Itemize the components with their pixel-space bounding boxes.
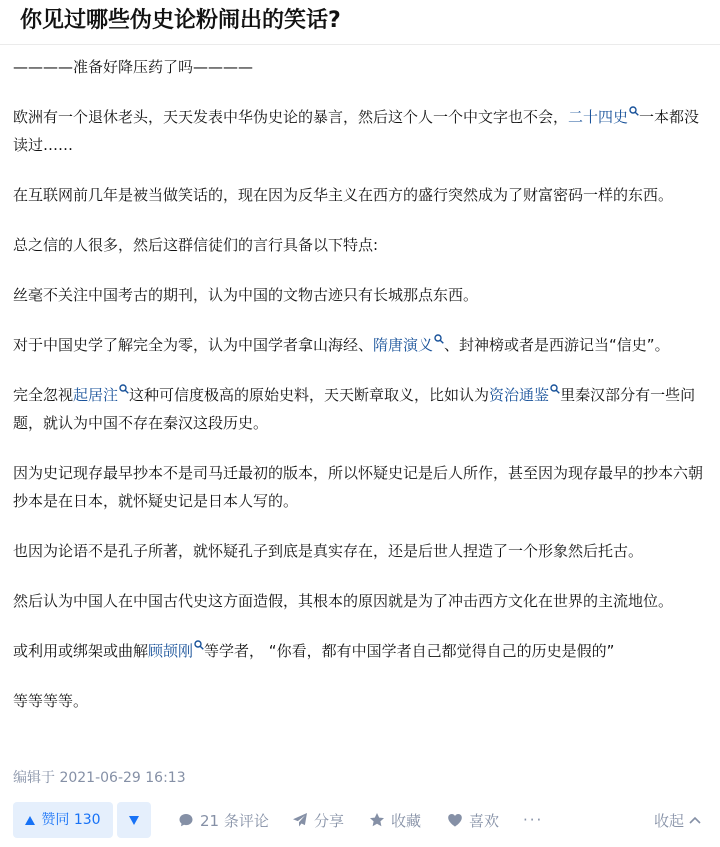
link-gu-jiegang[interactable]: 顾颉刚 bbox=[148, 642, 194, 660]
comments-label: 21 条评论 bbox=[200, 811, 269, 830]
triangle-up-icon bbox=[25, 816, 35, 825]
answer-paragraph: 也因为论语不是孔子所著，就怀疑孔子到底是真实存在，还是后世人捏造了一个形象然后托古。 bbox=[13, 542, 644, 560]
favorite-button[interactable] bbox=[369, 802, 421, 838]
edited-timestamp[interactable]: 编辑于 2021-06-29 16:13 bbox=[13, 770, 186, 786]
collapse-button[interactable] bbox=[654, 802, 701, 838]
paper-plane-icon bbox=[292, 812, 308, 828]
star-icon bbox=[369, 812, 385, 828]
question-header bbox=[0, 0, 720, 45]
answer-content bbox=[13, 53, 710, 715]
answer-paragraph bbox=[13, 331, 710, 359]
paragraph-text: 、封神榜或者是西游记当“信史”。 bbox=[444, 336, 670, 354]
link-qijuzhu[interactable]: 起居注 bbox=[73, 386, 119, 404]
like-button[interactable] bbox=[447, 802, 499, 838]
answer-paragraph: 然后认为中国人在中国古代史这方面造假，其根本的原因就是为了冲击西方文化在世界的主流地位。 bbox=[13, 592, 674, 610]
answer-paragraph: 丝毫不关注中国考古的期刊，认为中国的文物古迹只有长城那点东西。 bbox=[13, 286, 479, 304]
downvote-button[interactable] bbox=[117, 802, 151, 838]
collapse-label: 收起 bbox=[654, 811, 685, 830]
favorite-label: 收藏 bbox=[391, 811, 422, 830]
heart-icon bbox=[447, 812, 463, 828]
chevron-up-icon bbox=[689, 816, 701, 824]
paragraph-text: 完全忽视 bbox=[13, 386, 74, 404]
paragraph-text: 欧洲有一个退休老头，天天发表中华伪史论的暴言，然后这个人一个中文字也不会， bbox=[13, 108, 569, 126]
answer-paragraph bbox=[13, 103, 710, 159]
upvote-button[interactable] bbox=[13, 802, 113, 838]
comment-bubble-icon bbox=[178, 812, 194, 828]
triangle-down-icon bbox=[129, 816, 139, 825]
answer-paragraph: 总之信的人很多，然后这群信徒们的言行具备以下特点: bbox=[13, 236, 379, 254]
search-icon bbox=[119, 384, 129, 394]
link-zizhi-tongjian[interactable]: 资治通鉴 bbox=[489, 386, 550, 404]
paragraph-text: 这种可信度极高的原始史料，天天断章取义，比如认为 bbox=[129, 386, 490, 404]
search-icon bbox=[629, 106, 639, 116]
link-sui-tang-yanyi[interactable]: 隋唐演义 bbox=[373, 336, 434, 354]
answer-paragraph: 在互联网前几年是被当做笑话的，现在因为反华主义在西方的盛行突然成为了财富密码一样的东西。 bbox=[13, 186, 674, 204]
share-button[interactable] bbox=[292, 802, 344, 838]
paragraph-text: 等学者， “你看，都有中国学者自己都觉得自己的历史是假的” bbox=[204, 642, 615, 660]
upvote-label: 赞同 130 bbox=[41, 812, 101, 828]
question-title[interactable]: 你见过哪些伪史论粉闹出的笑话? bbox=[20, 8, 341, 33]
answer-paragraph: 等等等等。 bbox=[13, 692, 89, 710]
share-label: 分享 bbox=[314, 811, 345, 830]
paragraph-text: 或利用或绑架或曲解 bbox=[13, 642, 149, 660]
answer-paragraph: 因为史记现存最早抄本不是司马迁最初的版本，所以怀疑史记是后人所作，甚至因为现存最早的抄本六朝抄本是在日本，就怀疑史记是日本人写的。 bbox=[13, 464, 704, 510]
answer-paragraph bbox=[13, 381, 710, 437]
answer-intro: ————准备好降压药了吗———— bbox=[13, 58, 254, 76]
like-label: 喜欢 bbox=[469, 811, 500, 830]
comments-button[interactable] bbox=[178, 802, 269, 838]
answer-paragraph bbox=[13, 637, 710, 665]
search-icon bbox=[434, 334, 444, 344]
paragraph-text: 一本都没读过…… bbox=[13, 108, 700, 154]
search-icon bbox=[550, 384, 560, 394]
paragraph-text: 里秦汉部分有一些问题，就认为中国不存在秦汉这段历史。 bbox=[13, 386, 696, 432]
answer-action-bar bbox=[0, 800, 720, 840]
link-twenty-four-histories[interactable]: 二十四史 bbox=[568, 108, 629, 126]
search-icon bbox=[194, 640, 204, 650]
paragraph-text: 对于中国史学了解完全为零，认为中国学者拿山海经、 bbox=[13, 336, 374, 354]
more-options-button[interactable]: ··· bbox=[523, 811, 544, 829]
